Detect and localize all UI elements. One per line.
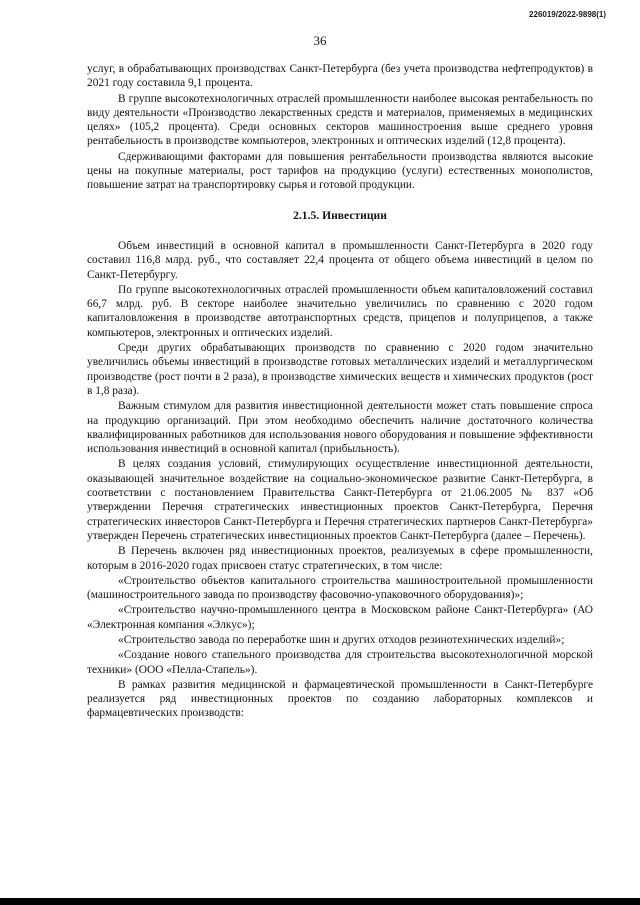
list-item: «Создание нового стапельного производства для строительства высокотехнологичной морской техники» (ООО «Пелла-Стапель»). <box>87 649 593 676</box>
paragraph: Сдерживающими факторами для повышения рентабельности производства являются высокие цены на покупные материалы, рост тарифов на продукцию (услуги) естественных монополистов, повышение затрат на транспортировку сырья и готовой продукции. <box>87 150 593 192</box>
document-id: 226019/2022-9898(1) <box>529 10 606 19</box>
section-heading: 2.1.5. Инвестиции <box>293 208 387 222</box>
paragraph: В группе высокотехнологичных отраслей промышленности наиболее высокая рентабельность по виду деятельности «Производство лекарственных средств и материалов, применяемых в медицинских целях» (105,2 процента). Среди основных секторов машиностроения выше среднего уровня рентабельность в производстве компьютеров, электронных и оптических изделий (12,8 процента). <box>87 92 593 148</box>
scan-edge-bar <box>0 898 640 905</box>
paragraph: услуг, в обрабатывающих производствах Санкт-Петербурга (без учета производства нефтепродуктов) в 2021 году составила 9,1 процента. <box>87 63 593 90</box>
paragraph: В целях создания условий, стимулирующих осуществление инвестиционной деятельности, оказывающей значительное воздействие на социально-экономическое развитие Санкт-Петербурга, в соответствии с постановлением Правительства Санкт-Петербурга от 21.06.2005 № 837 «Об утверждении Перечня стратегических инвестиционных проектов Санкт-Петербурга, Перечня стратегических инвесторов Санкт-Петербурга и Перечня стратегических партнеров Санкт-Петербурга» утвержден Перечень стратегических инвестиционных проектов Санкт-Петербурга (далее – Перечень). <box>87 458 593 542</box>
list-item: «Строительство завода по переработке шин и других отходов резинотехнических изделий»; <box>118 633 565 646</box>
paragraph: В рамках развития медицинской и фармацевтической промышленности в Санкт-Петербурге реализуется ряд инвестиционных проектов по созданию лабораторных комплексов и фармацевтических производств: <box>87 678 593 720</box>
page-body <box>87 62 593 722</box>
list-item: «Строительство объектов капитального строительства машиностроительной промышленности (машиностроительного завода по производству фасовочно-упаковочного оборудования)»; <box>87 574 593 602</box>
paragraph: Объем инвестиций в основной капитал в промышленности Санкт-Петербурга в 2020 году составил 116,8 млрд. руб., что составляет 22,4 процента от общего объема инвестиций в целом по Санкт-Петербургу. <box>87 239 593 281</box>
paragraph: По группе высокотехнологичных отраслей промышленности объем капиталовложений составил 66,7 млрд. руб. В секторе наиболее значительно увеличились по сравнению с 2020 годом капиталовложения в производстве автотранспортных средств, прицепов и полуприцепов, а также компьютеров, электронных и оптических изделий. <box>87 283 593 339</box>
paragraph: Важным стимулом для развития инвестиционной деятельности может стать повышение спроса на продукцию организаций. При этом необходимо обеспечить наличие достаточного количества квалифицированных работников для использования нового оборудования и повышение эффективности использования инвестиций в основной капитал (прибыльность). <box>87 400 593 456</box>
paragraph: В Перечень включен ряд инвестиционных проектов, реализуемых в сфере промышленности, которым в 2016-2020 годах присвоен статус стратегических, в том числе: <box>87 545 593 572</box>
list-item: «Строительство научно-промышленного центра в Московском районе Санкт-Петербурга» (АО «Электронная компания «Элкус»); <box>87 604 593 631</box>
paragraph: Среди других обрабатывающих производств по сравнению с 2020 годом значительно увеличились объемы инвестиций в производстве готовых металлических изделий и металлургическом производстве (рост почти в 2 раза), в производстве химических веществ и химических продуктов (рост в 1,8 раза). <box>87 342 593 397</box>
page-number: 36 <box>313 33 327 48</box>
